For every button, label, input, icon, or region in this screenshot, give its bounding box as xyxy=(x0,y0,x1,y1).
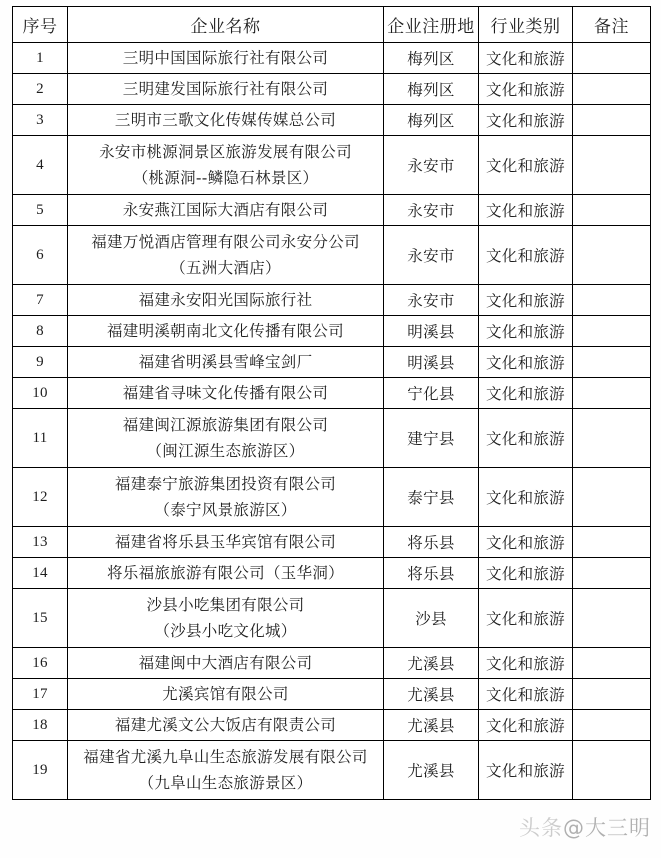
table-body xyxy=(13,43,651,800)
cell-index: 14 xyxy=(13,558,68,589)
table-row xyxy=(13,136,651,195)
cell-enterprise-name xyxy=(68,468,384,527)
enterprise-name-line: （五洲大酒店） xyxy=(170,258,281,277)
cell-index: 12 xyxy=(13,468,68,527)
cell-enterprise-name xyxy=(68,74,384,105)
column-header-category: 行业类别 xyxy=(479,7,573,43)
table-row xyxy=(13,527,651,558)
cell-index: 18 xyxy=(13,710,68,741)
cell-enterprise-name xyxy=(68,648,384,679)
table-row xyxy=(13,378,651,409)
cell-note xyxy=(573,74,651,105)
cell-category: 文化和旅游 xyxy=(479,378,573,409)
enterprise-name-line: （沙县小吃文化城） xyxy=(154,621,297,640)
cell-index: 9 xyxy=(13,347,68,378)
enterprise-name-line: 福建闽江源旅游集团有限公司 xyxy=(122,416,329,435)
cell-index: 19 xyxy=(13,741,68,800)
cell-enterprise-name xyxy=(68,378,384,409)
table-row xyxy=(13,105,651,136)
cell-region: 沙县 xyxy=(384,589,479,648)
column-header-name: 企业名称 xyxy=(68,7,384,43)
cell-note xyxy=(573,105,651,136)
cell-enterprise-name xyxy=(68,558,384,589)
table-header-row xyxy=(13,7,651,43)
watermark-text: @大三明 xyxy=(563,816,651,840)
enterprise-name-line: （桃源洞--鳞隐石林景区） xyxy=(132,168,319,187)
cell-note xyxy=(573,558,651,589)
enterprise-name-line: 福建明溪朝南北文化传播有限公司 xyxy=(106,321,344,340)
cell-region: 明溪县 xyxy=(384,316,479,347)
table-row xyxy=(13,648,651,679)
column-header-note: 备注 xyxy=(573,7,651,43)
cell-region: 梅列区 xyxy=(384,105,479,136)
cell-category: 文化和旅游 xyxy=(479,710,573,741)
enterprise-name-line: 福建泰宁旅游集团投资有限公司 xyxy=(114,475,337,494)
cell-note xyxy=(573,378,651,409)
cell-note xyxy=(573,195,651,226)
cell-region: 尤溪县 xyxy=(384,648,479,679)
enterprise-name-line: 三明市三歌文化传媒传媒总公司 xyxy=(114,110,337,129)
cell-note xyxy=(573,468,651,527)
enterprise-name-line: 福建省尤溪九阜山生态旅游发展有限公司 xyxy=(83,748,368,767)
table-row xyxy=(13,409,651,468)
column-header-index: 序号 xyxy=(13,7,68,43)
table-row xyxy=(13,589,651,648)
cell-region: 尤溪县 xyxy=(384,710,479,741)
cell-index: 17 xyxy=(13,679,68,710)
cell-category: 文化和旅游 xyxy=(479,468,573,527)
table-row xyxy=(13,347,651,378)
cell-enterprise-name xyxy=(68,195,384,226)
cell-note xyxy=(573,347,651,378)
cell-category: 文化和旅游 xyxy=(479,43,573,74)
cell-index: 2 xyxy=(13,74,68,105)
table-row xyxy=(13,285,651,316)
cell-enterprise-name xyxy=(68,347,384,378)
cell-category: 文化和旅游 xyxy=(479,195,573,226)
cell-category: 文化和旅游 xyxy=(479,136,573,195)
enterprise-name-line: （泰宁风景旅游区） xyxy=(154,500,297,519)
cell-region: 尤溪县 xyxy=(384,679,479,710)
cell-category: 文化和旅游 xyxy=(479,347,573,378)
enterprise-name-line: 三明建发国际旅行社有限公司 xyxy=(122,79,329,98)
cell-enterprise-name xyxy=(68,226,384,285)
table-row xyxy=(13,195,651,226)
cell-region: 宁化县 xyxy=(384,378,479,409)
cell-note xyxy=(573,43,651,74)
cell-note xyxy=(573,226,651,285)
cell-category: 文化和旅游 xyxy=(479,74,573,105)
cell-enterprise-name xyxy=(68,741,384,800)
cell-index: 10 xyxy=(13,378,68,409)
watermark-weak-text: 头条 xyxy=(519,816,563,840)
table-row xyxy=(13,710,651,741)
cell-note xyxy=(573,710,651,741)
cell-note xyxy=(573,285,651,316)
cell-enterprise-name xyxy=(68,710,384,741)
cell-region: 将乐县 xyxy=(384,527,479,558)
cell-category: 文化和旅游 xyxy=(479,679,573,710)
cell-category: 文化和旅游 xyxy=(479,558,573,589)
cell-enterprise-name xyxy=(68,679,384,710)
cell-index: 11 xyxy=(13,409,68,468)
cell-note xyxy=(573,741,651,800)
enterprise-name-line: 将乐福旅旅游有限公司（玉华洞） xyxy=(106,563,344,582)
cell-region: 梅列区 xyxy=(384,74,479,105)
cell-note xyxy=(573,316,651,347)
cell-category: 文化和旅游 xyxy=(479,105,573,136)
cell-note xyxy=(573,527,651,558)
table-row xyxy=(13,558,651,589)
enterprise-name-line: 沙县小吃集团有限公司 xyxy=(146,596,305,615)
table-row xyxy=(13,43,651,74)
table-container xyxy=(12,6,650,800)
cell-category: 文化和旅游 xyxy=(479,285,573,316)
cell-category: 文化和旅游 xyxy=(479,648,573,679)
cell-category: 文化和旅游 xyxy=(479,589,573,648)
enterprise-table xyxy=(12,6,651,800)
cell-note xyxy=(573,589,651,648)
enterprise-name-line: 福建省寻味文化传播有限公司 xyxy=(122,383,329,402)
cell-index: 16 xyxy=(13,648,68,679)
table-row xyxy=(13,468,651,527)
cell-index: 5 xyxy=(13,195,68,226)
enterprise-name-line: 福建永安阳光国际旅行社 xyxy=(138,290,313,309)
cell-category: 文化和旅游 xyxy=(479,527,573,558)
cell-category: 文化和旅游 xyxy=(479,741,573,800)
cell-category: 文化和旅游 xyxy=(479,409,573,468)
cell-note xyxy=(573,409,651,468)
enterprise-name-line: 福建省将乐县玉华宾馆有限公司 xyxy=(114,532,337,551)
cell-enterprise-name xyxy=(68,316,384,347)
cell-region: 永安市 xyxy=(384,226,479,285)
table-row xyxy=(13,74,651,105)
cell-index: 15 xyxy=(13,589,68,648)
column-header-region: 企业注册地 xyxy=(384,7,479,43)
enterprise-name-line: 福建省明溪县雪峰宝剑厂 xyxy=(138,352,313,371)
enterprise-name-line: 福建闽中大酒店有限公司 xyxy=(138,653,313,672)
cell-region: 明溪县 xyxy=(384,347,479,378)
cell-region: 永安市 xyxy=(384,136,479,195)
cell-region: 泰宁县 xyxy=(384,468,479,527)
cell-enterprise-name xyxy=(68,136,384,195)
cell-region: 永安市 xyxy=(384,285,479,316)
cell-index: 4 xyxy=(13,136,68,195)
cell-index: 7 xyxy=(13,285,68,316)
cell-region: 梅列区 xyxy=(384,43,479,74)
enterprise-name-line: 三明中国国际旅行社有限公司 xyxy=(122,48,329,67)
cell-note xyxy=(573,648,651,679)
cell-category: 文化和旅游 xyxy=(479,316,573,347)
enterprise-name-line: 福建尤溪文公大饭店有限责公司 xyxy=(114,715,337,734)
cell-enterprise-name xyxy=(68,105,384,136)
enterprise-name-line: 永安燕江国际大酒店有限公司 xyxy=(122,200,329,219)
cell-region: 尤溪县 xyxy=(384,741,479,800)
table-row xyxy=(13,316,651,347)
cell-category: 文化和旅游 xyxy=(479,226,573,285)
cell-index: 6 xyxy=(13,226,68,285)
enterprise-name-line: 尤溪宾馆有限公司 xyxy=(162,684,289,703)
cell-index: 1 xyxy=(13,43,68,74)
cell-region: 将乐县 xyxy=(384,558,479,589)
cell-note xyxy=(573,679,651,710)
cell-index: 3 xyxy=(13,105,68,136)
cell-note xyxy=(573,136,651,195)
table-header xyxy=(13,7,651,43)
table-row xyxy=(13,226,651,285)
cell-enterprise-name xyxy=(68,409,384,468)
watermark xyxy=(519,812,651,842)
cell-index: 8 xyxy=(13,316,68,347)
cell-index: 13 xyxy=(13,527,68,558)
enterprise-name-line: 福建万悦酒店管理有限公司永安分公司 xyxy=(91,233,360,252)
table-row xyxy=(13,741,651,800)
enterprise-name-line: 永安市桃源洞景区旅游发展有限公司 xyxy=(99,143,352,162)
cell-enterprise-name xyxy=(68,43,384,74)
enterprise-name-line: （闽江源生态旅游区） xyxy=(146,441,305,460)
enterprise-name-line: （九阜山生态旅游景区） xyxy=(138,773,313,792)
cell-region: 永安市 xyxy=(384,195,479,226)
cell-region: 建宁县 xyxy=(384,409,479,468)
cell-enterprise-name xyxy=(68,285,384,316)
cell-enterprise-name xyxy=(68,527,384,558)
table-row xyxy=(13,679,651,710)
cell-enterprise-name xyxy=(68,589,384,648)
